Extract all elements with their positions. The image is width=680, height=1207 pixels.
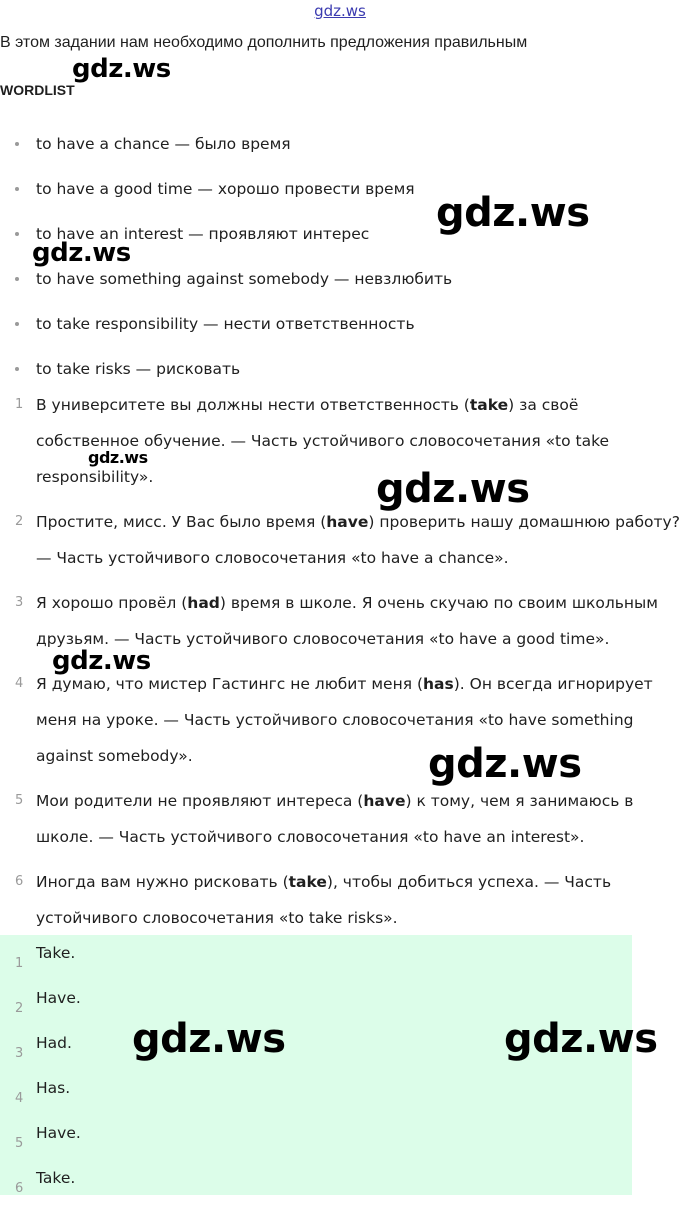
answer-word: had: [187, 594, 220, 612]
watermark: gdz.ws: [88, 448, 148, 467]
answers-box: [0, 935, 632, 1195]
item-number: 4: [15, 1091, 24, 1106]
wordlist-item: to take responsibility — нести ответственность: [0, 306, 452, 351]
wordlist-item: to have an interest — проявляют интерес: [0, 216, 452, 261]
wordlist-item: to have a good time — хорошо провести время: [0, 171, 452, 216]
explanation-item: 2 Простите, мисс. У Вас было время (have) проверить нашу домашнюю работу? — Часть устойчивого словосочетания «to have a chance».: [15, 513, 680, 567]
item-number: 1: [15, 956, 24, 971]
bullet-icon: [15, 277, 19, 281]
answer-word: have: [326, 513, 369, 531]
explanation-item: 3 Я хорошо провёл (had) время в школе. Я очень скучаю по своим школьным друзьям. — Часть устойчивого словосочетания «to have a good time».: [15, 594, 658, 648]
answer-item: 2 Have.: [0, 980, 632, 1025]
explanation-item: 1 В университете вы должны нести ответственность (take) за своё собственное обучение. — Часть устойчивого словосочетания «to take responsibility».: [15, 396, 610, 486]
watermark: gdz.ws: [72, 54, 171, 84]
site-link[interactable]: gdz.ws: [314, 2, 366, 20]
answer-word: have: [363, 792, 406, 810]
item-number: 3: [15, 1046, 24, 1061]
bullet-icon: [15, 187, 19, 191]
item-number: 2: [15, 1001, 24, 1016]
explanation-item: 5 Мои родители не проявляют интереса (have) к тому, чем я занимаюсь в школе. — Часть устойчивого словосочетания «to have an interest».: [15, 792, 634, 846]
bullet-icon: [15, 232, 19, 236]
bullet-icon: [15, 322, 19, 326]
item-number: 6: [15, 1181, 24, 1196]
watermark: gdz.ws: [132, 1016, 286, 1062]
explanation-item: 6 Иногда вам нужно рисковать (take), чтобы добиться успеха. — Часть устойчивого словосочетания «to take risks».: [15, 873, 612, 927]
watermark: gdz.ws: [376, 466, 530, 512]
bullet-icon: [15, 142, 19, 146]
item-number: 4: [15, 676, 24, 691]
answer-item: 1 Take.: [0, 935, 632, 980]
wordlist-item: to have a chance — было время: [0, 126, 452, 171]
explanation-item: 4 Я думаю, что мистер Гастингс не любит меня (has). Он всегда игнорирует меня на уроке. — Часть устойчивого словосочетания «to have something against somebody».: [15, 675, 653, 765]
item-number: 1: [15, 397, 24, 412]
wordlist-item: to have something against somebody — невзлюбить: [0, 261, 452, 306]
wordlist-item: to take risks — рисковать: [0, 351, 452, 396]
item-number: 2: [15, 514, 24, 529]
watermark: gdz.ws: [32, 238, 131, 268]
bullet-icon: [15, 367, 19, 371]
watermark: gdz.ws: [52, 646, 151, 676]
answer-item: 5 Have.: [0, 1115, 632, 1160]
answer-word: take: [469, 396, 509, 414]
wordlist-heading: WORDLIST: [0, 82, 75, 98]
answer-word: has: [423, 675, 454, 693]
watermark: gdz.ws: [504, 1016, 658, 1062]
intro-text: В этом задании нам необходимо дополнить предложения правильным: [0, 34, 528, 51]
answer-item: 6 Take.: [0, 1160, 632, 1205]
item-number: 3: [15, 595, 24, 610]
item-number: 5: [15, 793, 24, 808]
item-number: 6: [15, 874, 24, 889]
answer-item: 4 Has.: [0, 1070, 632, 1115]
watermark: gdz.ws: [428, 741, 582, 787]
answer-word: take: [288, 873, 327, 891]
item-number: 5: [15, 1136, 24, 1151]
answer-item: 3 Had.: [0, 1025, 632, 1070]
watermark: gdz.ws: [436, 190, 590, 236]
